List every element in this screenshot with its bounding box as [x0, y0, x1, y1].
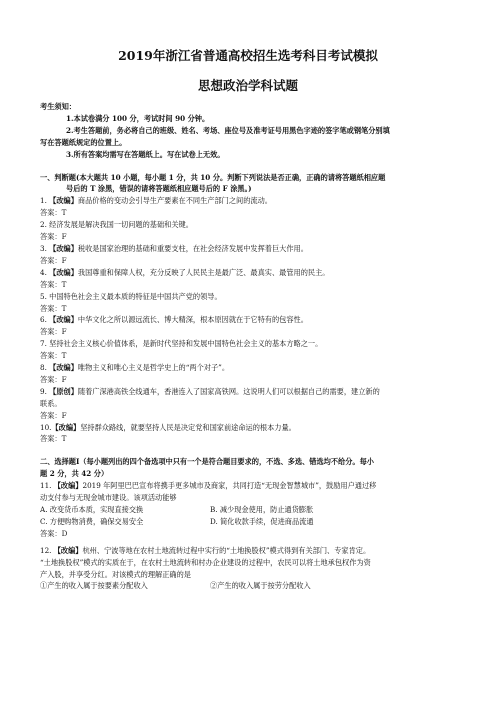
answer-10: 答案：T: [40, 434, 67, 444]
option-b: B. 减少现金使用，防止通货膨胀: [210, 505, 314, 514]
answer-4: 答案：T: [40, 279, 67, 289]
question-2: 2. 经济发展是解决我国一切问题的基础和关键。: [40, 220, 193, 230]
option-d: D. 简化收款手续，促进商品流通: [210, 516, 314, 526]
question-11-options-ab: [40, 504, 452, 516]
question-11: 11. 【改编】2019 年阿里巴巴宣布将携手更多城市及商家，共同打造“无现金智慧城市”，鼓励用户通过移: [40, 481, 377, 491]
section1-heading-cont: 号后的 T 涂黑，错误的请将答题纸相应题号后的 F 涂黑。): [66, 184, 252, 194]
section2-heading: 二、选择题Ⅰ（每小题列出的四个备选项中只有一个是符合题目要求的，不选、多选、错选均不给分。每小: [40, 457, 374, 467]
answer-8: 答案：F: [40, 374, 67, 384]
question-4: 4. 【改编】我国尊重和保障人权，充分反映了人民民主是最广泛、最真实、最管用的民主。: [40, 267, 330, 277]
notice-item: 1.本试卷满分 100 分，考试时间 90 分钟。: [66, 113, 210, 123]
answer-2: 答案：F: [40, 232, 67, 242]
question-12: 12. 【改编】杭州、宁波等地在农村土地流转过程中实行的“土地换股权”模式得到有关部门、专家肯定。: [40, 545, 371, 555]
question-6: 6. 【改编】中华文化之所以源远流长、博大精深，根本原因就在于它特有的包容性。: [40, 315, 308, 325]
question-7: 7. 坚持社会主义核心价值体系，是新时代坚持和发展中国特色社会主义的基本方略之一。: [40, 339, 323, 349]
option-1: ①产生的收入属于按要素分配收入: [40, 581, 148, 591]
question-5: 5. 中国特色社会主义最本质的特征是中国共产党的领导。: [40, 291, 222, 301]
question-12-cont: “土地换股权”模式的实质在于，在农村土地流转和村办企业建设的过程中，农民可以将土地承包权作为资: [40, 557, 371, 567]
notice-item: 3.所有答案均需写在答题纸上。写在试卷上无效。: [66, 149, 225, 159]
question-3: 3. 【改编】税收是国家治理的基础和重要支柱，在社会经济发展中发挥着巨大作用。: [40, 243, 308, 253]
answer-6: 答案：F: [40, 327, 67, 337]
question-1: 1. 【改编】商品价格的变动会引导生产要素在不同生产部门之间的流动。: [40, 196, 272, 206]
option-2: ②产生的收入属于按劳分配收入: [210, 581, 311, 591]
question-8: 8. 【改编】唯物主义和唯心主义是哲学史上的“两个对子”。: [40, 363, 230, 373]
document-subtitle: 思想政治学科试题: [197, 78, 298, 93]
question-12-options: [40, 580, 452, 592]
document-title: 2019年浙江省普通高校招生选考科目考试模拟: [118, 48, 378, 63]
option-a: A. 改变货币本质，实现直接交换: [40, 505, 144, 514]
notice-item: 写在答题纸规定的位置上。: [40, 137, 127, 147]
option-c: C. 方便购物消费，确保交易安全: [40, 516, 144, 526]
question-11-options-cd: [40, 516, 452, 528]
question-11-cont: 动支付参与无现金城市建设。该项活动能够: [40, 493, 177, 503]
answer-3: 答案：F: [40, 255, 67, 265]
section2-heading-cont: 题 2 分，共 42 分）: [40, 469, 109, 479]
answer-11: 答案：D: [40, 528, 68, 538]
question-10: 10.【改编】坚持群众路线，就要坚持人民是决定党和国家前途命运的根本力量。: [40, 422, 296, 432]
notice-heading: 考生须知：: [40, 102, 76, 111]
answer-9: 答案：F: [40, 410, 67, 420]
answer-7: 答案：T: [40, 351, 67, 361]
answer-1: 答案：T: [40, 208, 67, 218]
question-9: 9. 【原创】随着广深港高铁全线通车，香港连入了国家高铁网。这说明人们可以根据自己的需要，建立新的: [40, 386, 380, 396]
document-body: [40, 101, 452, 592]
answer-5: 答案：T: [40, 303, 67, 313]
question-9-cont: 联系。: [40, 398, 62, 408]
question-12-cont2: 产入股，并享受分红。对该模式的理解正确的是: [40, 569, 191, 579]
section1-heading: 一、判断题(本大题共 10 小题，每小题 1 分，共 10 分。判断下列说法是否正确，正确的请将答题纸相应题: [40, 172, 386, 182]
notice-item: 2.考生答题前，务必将自己的班级、姓名、考场、座位号及准考证号用黑色字迹的签字笔或钢笔分别填: [66, 125, 390, 135]
